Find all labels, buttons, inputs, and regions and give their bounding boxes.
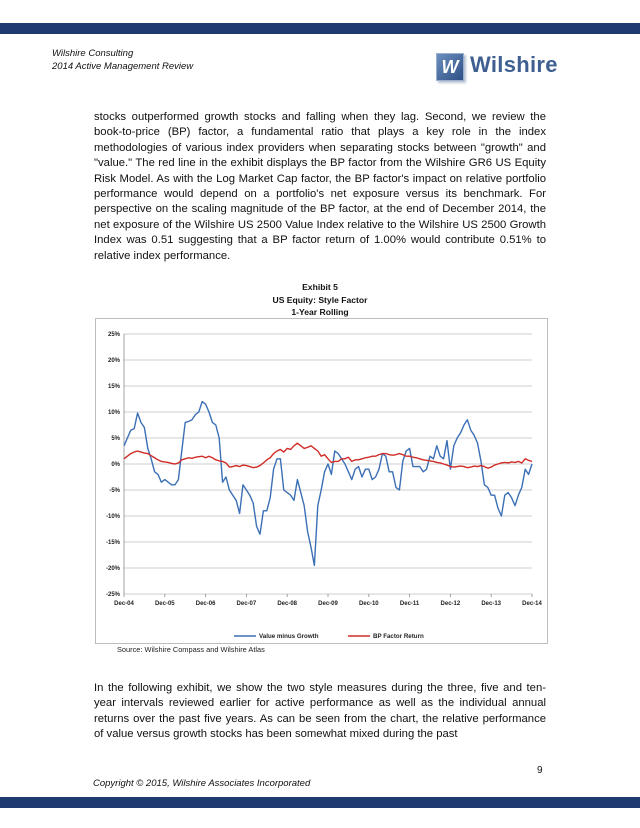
y-tick-label: 10% (107, 410, 120, 417)
chart-svg (96, 319, 547, 643)
y-tick-label: -20% (105, 566, 120, 573)
x-tick-label: Dec-09 (318, 601, 338, 607)
exhibit-title: US Equity: Style Factor (272, 294, 368, 305)
x-tick-label: Dec-06 (195, 601, 216, 607)
header-company: Wilshire Consulting (52, 48, 134, 59)
exhibit-label: Exhibit 5 (302, 282, 338, 292)
y-tick-label: -10% (105, 514, 120, 521)
x-tick-label: Dec-12 (440, 601, 461, 607)
series-line-value-minus-growth (124, 402, 532, 566)
running-header (52, 47, 193, 73)
x-tick-label: Dec-07 (236, 601, 257, 607)
y-tick-label: 20% (107, 358, 120, 365)
logo-wordmark: Wilshire (470, 52, 558, 77)
header-report-title: 2014 Active Management Review (52, 61, 194, 72)
legend-label: Value minus Growth (259, 633, 319, 641)
copyright-notice: Copyright © 2015, Wilshire Associates Incorporated (93, 778, 311, 789)
y-tick-label: 25% (107, 332, 120, 339)
x-tick-label: Dec-14 (522, 601, 542, 607)
y-tick-label: 0% (111, 462, 120, 469)
logo-mark: W (436, 53, 464, 81)
body-paragraph-2: In the following exhibit, we show the two style measures during the three, five and ten-year intervals reviewed earlier for active performance as well as the individual annual returns over the past five years. As can be seen from the chart, the relative performance of value versus growth stocks has been somewhat mixed during the past (94, 682, 546, 741)
y-tick-label: -25% (105, 592, 120, 599)
x-tick-label: Dec-13 (481, 601, 502, 607)
bottom-band (0, 797, 640, 808)
y-tick-label: 5% (111, 436, 120, 443)
x-tick-label: Dec-08 (277, 601, 298, 607)
y-tick-label: -5% (109, 488, 120, 495)
style-factor-chart (95, 318, 548, 644)
page-number: 9 (537, 765, 543, 776)
wilshire-logo (434, 50, 558, 86)
y-tick-label: 15% (107, 384, 120, 391)
exhibit-source: Source: Wilshire Compass and Wilshire Atlas (117, 645, 265, 654)
exhibit-heading (0, 281, 640, 319)
x-tick-label: Dec-04 (114, 601, 134, 607)
top-band (0, 23, 640, 34)
legend-label: BP Factor Return (373, 633, 424, 641)
body-paragraph-1: stocks outperformed growth stocks and falling when they lag. Second, we review the book-to-price (BP) factor, a fundamental ratio that plays a key role in the index methodologies of various index providers when separating stocks between "growth" and "value." The red line in the exhibit displays the BP factor from the Wilshire GR6 US Equity Risk Model. As with the Log Market Cap factor, the BP factor's impact on relative portfolio performance would depend on a portfolio's net exposure versus its benchmark. For perspective on the scaling magnitude of the BP factor, at the end of December 2014, the net exposure of the Wilshire US 2500 Value Index relative to the Wilshire US 2500 Growth Index was 0.51 suggesting that a BP factor return of 1.00% would contribute 0.51% to relative index performance. (94, 111, 546, 262)
exhibit-subtitle: 1-Year Rolling (291, 307, 349, 317)
x-tick-label: Dec-11 (399, 601, 420, 607)
x-tick-label: Dec-10 (358, 601, 379, 607)
y-tick-label: -15% (105, 540, 120, 547)
x-tick-label: Dec-05 (154, 601, 175, 607)
